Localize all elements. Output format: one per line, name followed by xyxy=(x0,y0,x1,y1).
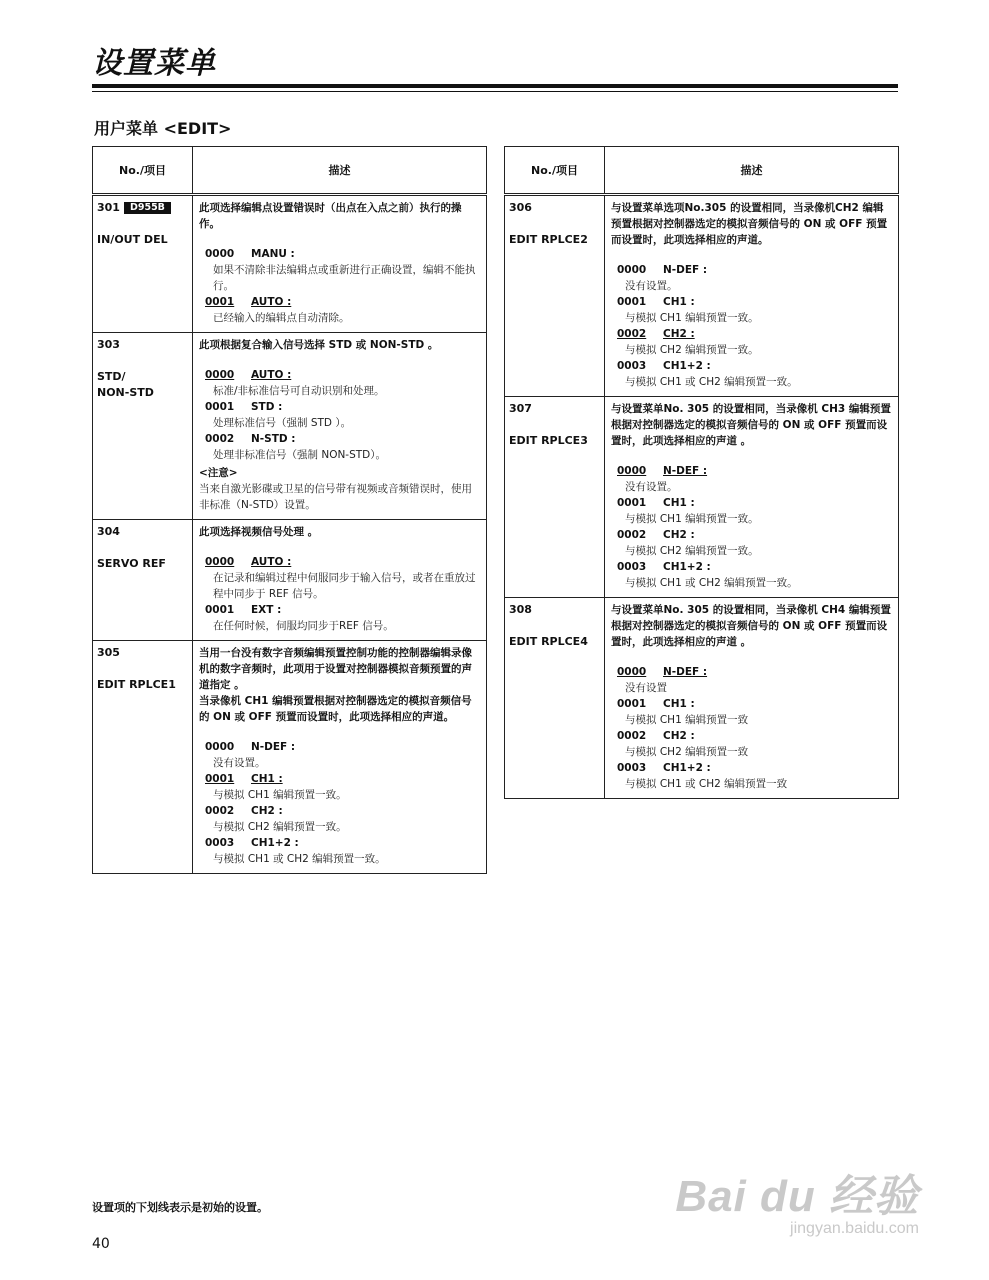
item-intro: 与设置菜单选项No.305 的设置相同，当录像机CH2 编辑预置根据对控制器选定的模拟音频信号的 ON 或 OFF 预置而设置时，此项选择相应的声道。 xyxy=(611,202,888,246)
option-line xyxy=(199,602,480,618)
title-rule xyxy=(92,84,898,88)
option-line xyxy=(199,431,480,447)
option-code: 0001 xyxy=(205,604,235,616)
item-cell xyxy=(93,195,193,333)
page-number: 40 xyxy=(92,1236,110,1252)
watermark-logo: Bai du 经验 xyxy=(675,1172,919,1221)
option-description: 处理标准信号（强制 STD ）。 xyxy=(213,417,352,429)
watermark-url: jingyan.baidu.com xyxy=(790,1220,919,1237)
table-row xyxy=(505,397,899,598)
description-cell xyxy=(605,598,899,799)
item-cell xyxy=(505,598,605,799)
item-cell xyxy=(93,520,193,641)
option-code: 0003 xyxy=(617,360,647,372)
option-line xyxy=(199,803,480,819)
option-label: CH1+2 : xyxy=(663,762,711,774)
option-line xyxy=(611,463,892,479)
header-no: No./项目 xyxy=(505,147,605,195)
option-line xyxy=(199,554,480,570)
option-label: STD : xyxy=(251,401,283,413)
option-description: 与模拟 CH2 编辑预置一致。 xyxy=(625,545,759,557)
option-line xyxy=(199,835,480,851)
header-no: No./项目 xyxy=(93,147,193,195)
item-intro: 当用一台没有数字音频编辑预置控制功能的控制器编辑录像机的数字音频时，此项用于设置对控制器模拟音频预置的声道指定 。 当录像机 CH1 编辑预置根据对控制器选定的模拟音频信号的 ON 或 OFF 预置而设置时，此项选择相应的声道。 xyxy=(199,647,472,723)
option-code: 0002 xyxy=(617,529,647,541)
item-number: 305 xyxy=(97,646,120,659)
option-description: 与模拟 CH1 或 CH2 编辑预置一致。 xyxy=(625,577,798,589)
item-number: 308 xyxy=(509,603,532,616)
item-intro: 此项根据复合输入信号选择 STD 或 NON-STD 。 xyxy=(199,339,439,351)
option-description: 没有设置。 xyxy=(625,481,678,493)
option-description: 标准/非标准信号可自动识别和处理。 xyxy=(213,385,385,397)
option-line xyxy=(199,399,480,415)
option-line xyxy=(611,664,892,680)
option-code: 0000 xyxy=(205,741,235,753)
description-cell xyxy=(193,333,487,520)
option-line xyxy=(611,760,892,776)
option-label: CH1+2 : xyxy=(251,837,299,849)
option-description: 与模拟 CH1 或 CH2 编辑预置一致 xyxy=(625,778,788,790)
item-number: 304 xyxy=(97,525,120,538)
description-cell xyxy=(605,195,899,397)
item-cell xyxy=(93,333,193,520)
option-label: CH1 : xyxy=(663,296,695,308)
option-description: 与模拟 CH1 编辑预置一致。 xyxy=(213,789,347,801)
left-menu-table xyxy=(92,146,487,874)
option-line xyxy=(611,728,892,744)
option-description: 与模拟 CH2 编辑预置一致。 xyxy=(625,344,759,356)
item-intro: 此项选择视频信号处理 。 xyxy=(199,526,319,538)
option-code: 0001 xyxy=(617,698,647,710)
header-desc: 描述 xyxy=(605,147,899,195)
item-name: EDIT RPLCE2 xyxy=(509,233,588,246)
table-row xyxy=(93,520,487,641)
option-description: 在任何时候，伺服均同步于REF 信号。 xyxy=(213,620,394,632)
item-name: EDIT RPLCE4 xyxy=(509,635,588,648)
option-description: 与模拟 CH1 编辑预置一致。 xyxy=(625,312,759,324)
option-label: CH1 : xyxy=(663,497,695,509)
option-description: 没有设置。 xyxy=(213,757,266,769)
option-description: 处理非标准信号（强制 NON-STD）。 xyxy=(213,449,387,461)
item-cell xyxy=(505,195,605,397)
description-cell xyxy=(193,520,487,641)
option-line xyxy=(199,771,480,787)
option-code: 0000 xyxy=(617,666,647,678)
option-line xyxy=(611,559,892,575)
option-line xyxy=(611,262,892,278)
option-code: 0000 xyxy=(205,556,235,568)
item-name: EDIT RPLCE1 xyxy=(97,678,176,691)
option-label: N-DEF : xyxy=(663,666,708,678)
title-rule-thin xyxy=(92,91,898,92)
option-code: 0000 xyxy=(617,264,647,276)
option-description: 与模拟 CH1 编辑预置一致。 xyxy=(625,513,759,525)
option-line xyxy=(611,495,892,511)
option-code: 0002 xyxy=(617,730,647,742)
option-description: 在记录和编辑过程中伺服同步于输入信号，或者在重放过程中同步于 REF 信号。 xyxy=(213,572,476,600)
description-cell xyxy=(193,641,487,874)
item-number: 303 xyxy=(97,338,120,351)
note-text: 当来自激光影碟或卫星的信号带有视频或音频错误时，使用非标准（N-STD）设置。 xyxy=(199,483,472,511)
option-line xyxy=(611,326,892,342)
table-row xyxy=(93,641,487,874)
table-row xyxy=(505,195,899,397)
right-menu-table xyxy=(504,146,899,799)
option-code: 0001 xyxy=(205,401,235,413)
item-cell xyxy=(93,641,193,874)
option-code: 0003 xyxy=(617,561,647,573)
option-code: 0001 xyxy=(205,773,235,785)
item-name: SERVO REF xyxy=(97,557,166,570)
header-desc: 描述 xyxy=(193,147,487,195)
option-label: CH2 : xyxy=(663,328,695,340)
option-label: CH2 : xyxy=(663,529,695,541)
option-label: CH1 : xyxy=(251,773,283,785)
option-description: 没有设置。 xyxy=(625,280,678,292)
option-description: 如果不清除非法编辑点或重新进行正确设置，编辑不能执行。 xyxy=(213,264,476,292)
option-line xyxy=(199,294,480,310)
option-line xyxy=(611,358,892,374)
table-row xyxy=(93,195,487,333)
option-code: 0001 xyxy=(205,296,235,308)
item-intro: 与设置菜单No. 305 的设置相同，当录像机 CH4 编辑预置根据对控制器选定的模拟音频信号的 ON 或 OFF 预置而设置时，此项选择相应的声道 。 xyxy=(611,604,891,648)
option-label: CH1 : xyxy=(663,698,695,710)
option-code: 0002 xyxy=(205,805,235,817)
option-code: 0002 xyxy=(205,433,235,445)
option-code: 0003 xyxy=(205,837,235,849)
item-intro: 与设置菜单No. 305 的设置相同，当录像机 CH3 编辑预置根据对控制器选定的模拟音频信号的 ON 或 OFF 预置而设置时，此项选择相应的声道 。 xyxy=(611,403,891,447)
item-number-text: 301 xyxy=(97,201,120,214)
option-code: 0003 xyxy=(617,762,647,774)
option-description: 没有设置 xyxy=(625,682,667,694)
option-label: CH1+2 : xyxy=(663,360,711,372)
item-number xyxy=(97,200,188,216)
option-line xyxy=(199,739,480,755)
option-line xyxy=(611,527,892,543)
option-line xyxy=(199,246,480,262)
footer-note: 设置项的下划线表示是初始的设置。 xyxy=(92,1201,268,1214)
option-label: N-DEF : xyxy=(251,741,296,753)
page-title: 设置菜单 xyxy=(92,46,216,81)
table-row xyxy=(93,333,487,520)
item-intro: 此项选择编辑点设置错误时（出点在入点之前）执行的操作。 xyxy=(199,202,462,230)
note-heading: <注意> xyxy=(199,467,238,479)
option-label: AUTO : xyxy=(251,556,292,568)
option-description: 与模拟 CH1 编辑预置一致 xyxy=(625,714,749,726)
option-code: 0001 xyxy=(617,296,647,308)
item-number: 307 xyxy=(509,402,532,415)
option-description: 与模拟 CH2 编辑预置一致。 xyxy=(213,821,347,833)
section-title: 用户菜单 <EDIT> xyxy=(94,119,232,138)
option-label: N-STD : xyxy=(251,433,296,445)
option-label: N-DEF : xyxy=(663,264,708,276)
option-code: 0002 xyxy=(617,328,647,340)
option-description: 与模拟 CH2 编辑预置一致 xyxy=(625,746,749,758)
item-name: EDIT RPLCE3 xyxy=(509,434,588,447)
option-label: EXT : xyxy=(251,604,282,616)
option-label: CH2 : xyxy=(251,805,283,817)
option-line xyxy=(611,696,892,712)
option-label: N-DEF : xyxy=(663,465,708,477)
description-cell xyxy=(605,397,899,598)
option-label: CH2 : xyxy=(663,730,695,742)
description-cell xyxy=(193,195,487,333)
item-cell xyxy=(505,397,605,598)
option-label: CH1+2 : xyxy=(663,561,711,573)
option-description: 与模拟 CH1 或 CH2 编辑预置一致。 xyxy=(625,376,798,388)
option-code: 0000 xyxy=(205,369,235,381)
option-label: AUTO : xyxy=(251,296,292,308)
option-line xyxy=(199,367,480,383)
option-description: 已经输入的编辑点自动清除。 xyxy=(213,312,350,324)
option-line xyxy=(611,294,892,310)
option-description: 与模拟 CH1 或 CH2 编辑预置一致。 xyxy=(213,853,386,865)
option-code: 0001 xyxy=(617,497,647,509)
table-row xyxy=(505,598,899,799)
option-label: AUTO : xyxy=(251,369,292,381)
model-badge: D955B xyxy=(124,202,171,214)
item-name: IN/OUT DEL xyxy=(97,233,168,246)
option-label: MANU : xyxy=(251,248,295,260)
item-number: 306 xyxy=(509,201,532,214)
watermark xyxy=(675,1160,919,1238)
item-name: STD/ NON-STD xyxy=(97,370,154,399)
option-code: 0000 xyxy=(205,248,235,260)
option-code: 0000 xyxy=(617,465,647,477)
